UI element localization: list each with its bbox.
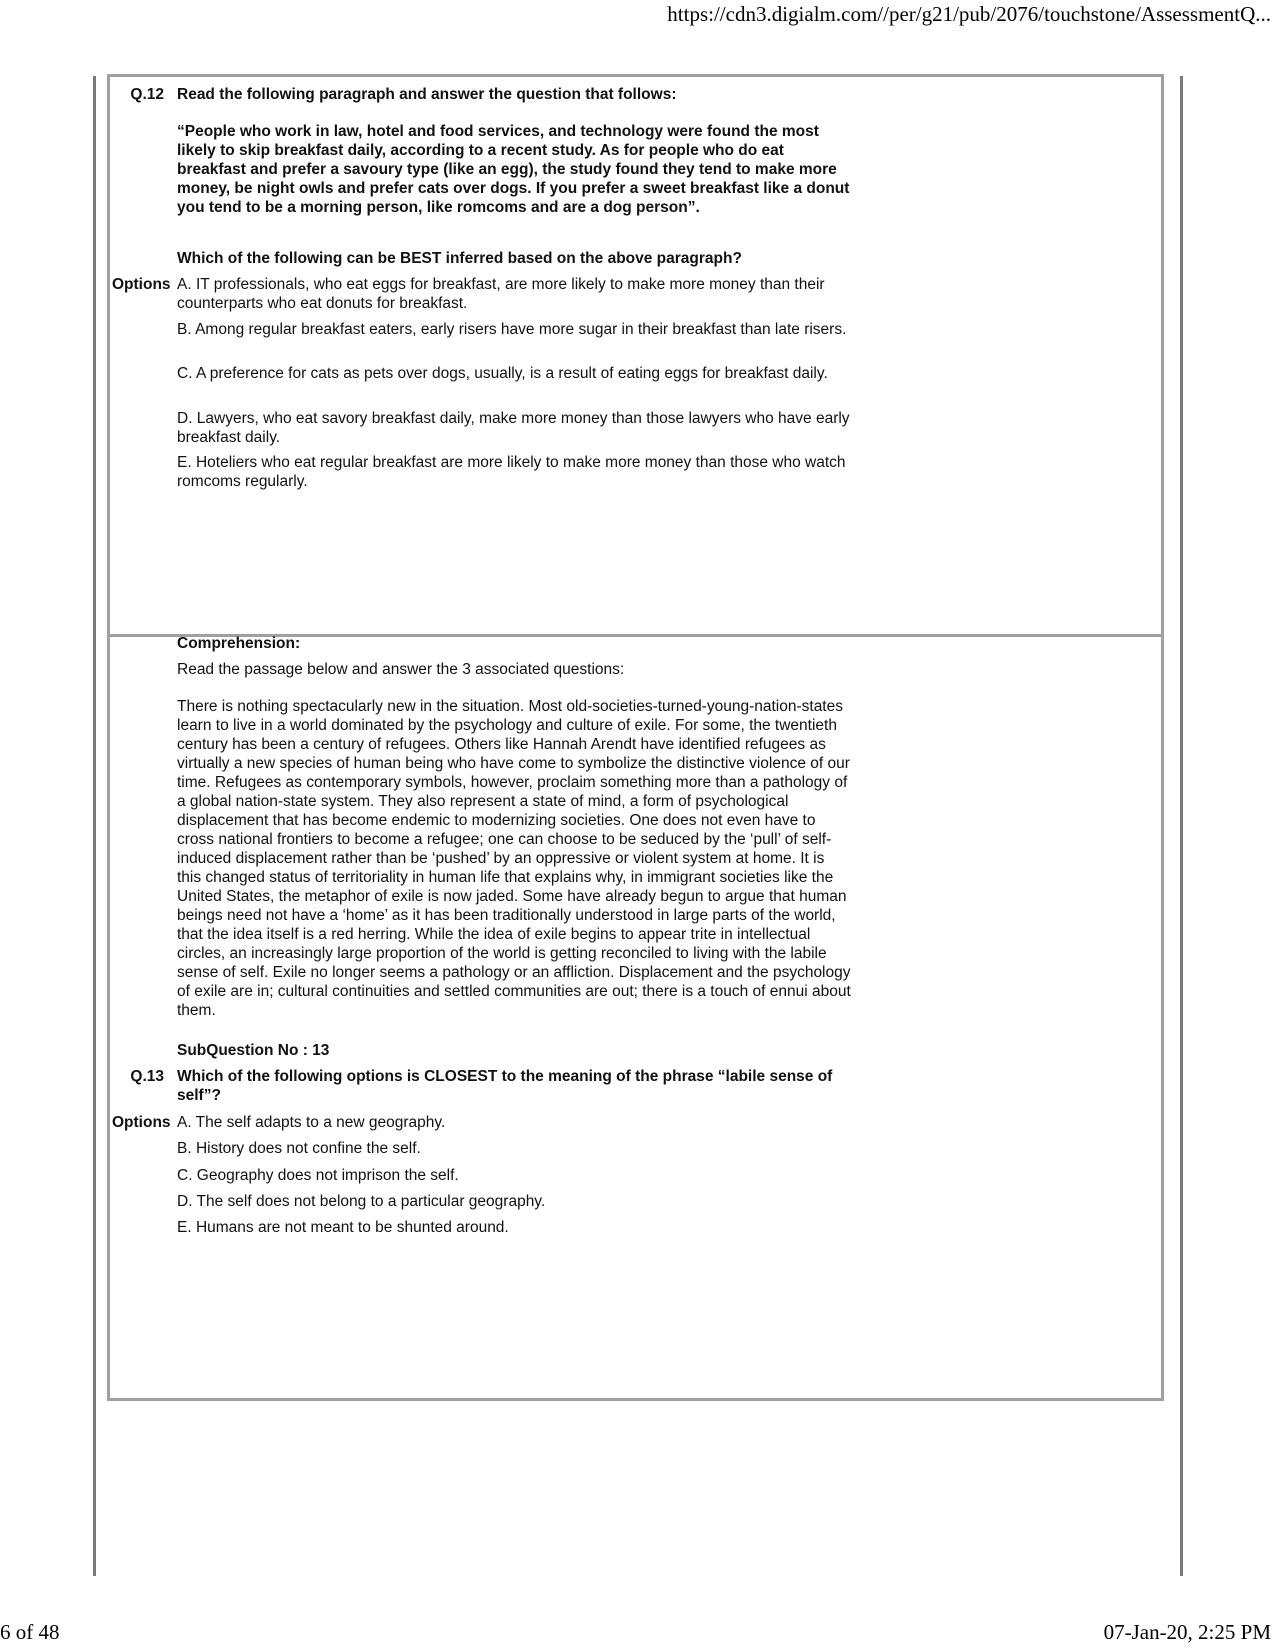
- option-b[interactable]: B. Among regular breakfast eaters, early risers have more sugar in their breakfast than late risers.: [177, 321, 847, 338]
- option-b[interactable]: B. History does not confine the self.: [177, 1140, 421, 1157]
- question-number: Q.13: [130, 1068, 164, 1085]
- option-d[interactable]: D. The self does not belong to a particular geography.: [177, 1193, 546, 1210]
- option-e[interactable]: E. Humans are not meant to be shunted around.: [177, 1219, 509, 1236]
- question-12-panel: [107, 74, 1164, 637]
- comprehension-heading: Comprehension:: [177, 635, 301, 652]
- options-label: Options: [112, 1114, 171, 1131]
- option-a[interactable]: A. The self adapts to a new geography.: [177, 1114, 446, 1131]
- question-prompt: Read the following paragraph and answer the question that follows:: [177, 86, 677, 103]
- option-a[interactable]: A. IT professionals, who eat eggs for breakfast, are more likely to make more money than their counterparts who eat donuts for breakfast.: [177, 276, 825, 312]
- page-border-left: [93, 76, 96, 1576]
- comprehension-panel: [107, 634, 1164, 1401]
- print-timestamp: 07-Jan-20, 2:25 PM: [1103, 1620, 1271, 1644]
- options-label: Options: [112, 276, 171, 293]
- question-stem: Which of the following options is CLOSEST to the meaning of the phrase “labile sense of self”?: [177, 1068, 833, 1104]
- question-paragraph: “People who work in law, hotel and food services, and technology were found the most likely to skip breakfast daily, according to a recent study. As for people who do eat breakfast and prefer a savoury type (like an egg), the study found they tend to make more money, be night owls and prefer cats over dogs. If you prefer a sweet breakfast like a donut you tend to be a morning person, like romcoms and are a dog person”.: [177, 123, 850, 216]
- option-c[interactable]: C. Geography does not imprison the self.: [177, 1167, 459, 1184]
- comprehension-passage: There is nothing spectacularly new in the situation. Most old-societies-turned-young-nation-states learn to live in a world dominated by the psychology and culture of exile. For some, the twentieth century has been a century of refugees. Others like Hannah Arendt have identified refugees as virtually a new species of human being who have come to symbolize the distinctive violence of our time. Refugees as contemporary symbols, however, proclaim something more than a pathology of a global nation-state system. They also represent a state of mind, a form of psychological displacement that has become endemic to modernizing societies. One does not even have to cross national frontiers to become a refugee; one can choose to be seduced by the ‘pull’ of self-induced displacement rather than be ‘pushed’ by an oppressive or violent system at home. It is this changed status of territoriality in human life that explains why, in immigrant societies like the United States, the metaphor of exile is now jaded. Some have already begun to argue that human beings need not have a ‘home’ as it has been traditionally understood in large parts of the world, that the idea itself is a red herring. While the idea of exile begins to appear trite in intellectual circles, an increasingly large proportion of the world is getting reconciled to living with the labile sense of self. Exile no longer seems a pathology or an affliction. Displacement and the psychology of exile are in; cultural continuities and settled communities are out; there is a touch of ennui about them.: [177, 698, 851, 1019]
- option-e[interactable]: E. Hoteliers who eat regular breakfast are more likely to make more money than those who watch romcoms regularly.: [177, 454, 846, 490]
- subquestion-number: SubQuestion No : 13: [177, 1042, 330, 1059]
- page-counter: 6 of 48: [0, 1620, 60, 1644]
- page-border-right: [1180, 76, 1183, 1576]
- option-c[interactable]: C. A preference for cats as pets over dogs, usually, is a result of eating eggs for breakfast daily.: [177, 365, 828, 382]
- page-url: https://cdn3.digialm.com//per/g21/pub/2076/touchstone/AssessmentQ...: [667, 2, 1271, 26]
- question-number: Q.12: [130, 86, 164, 103]
- comprehension-instruction: Read the passage below and answer the 3 associated questions:: [177, 661, 625, 678]
- question-stem: Which of the following can be BEST inferred based on the above paragraph?: [177, 250, 742, 267]
- option-d[interactable]: D. Lawyers, who eat savory breakfast daily, make more money than those lawyers who have early breakfast daily.: [177, 410, 850, 446]
